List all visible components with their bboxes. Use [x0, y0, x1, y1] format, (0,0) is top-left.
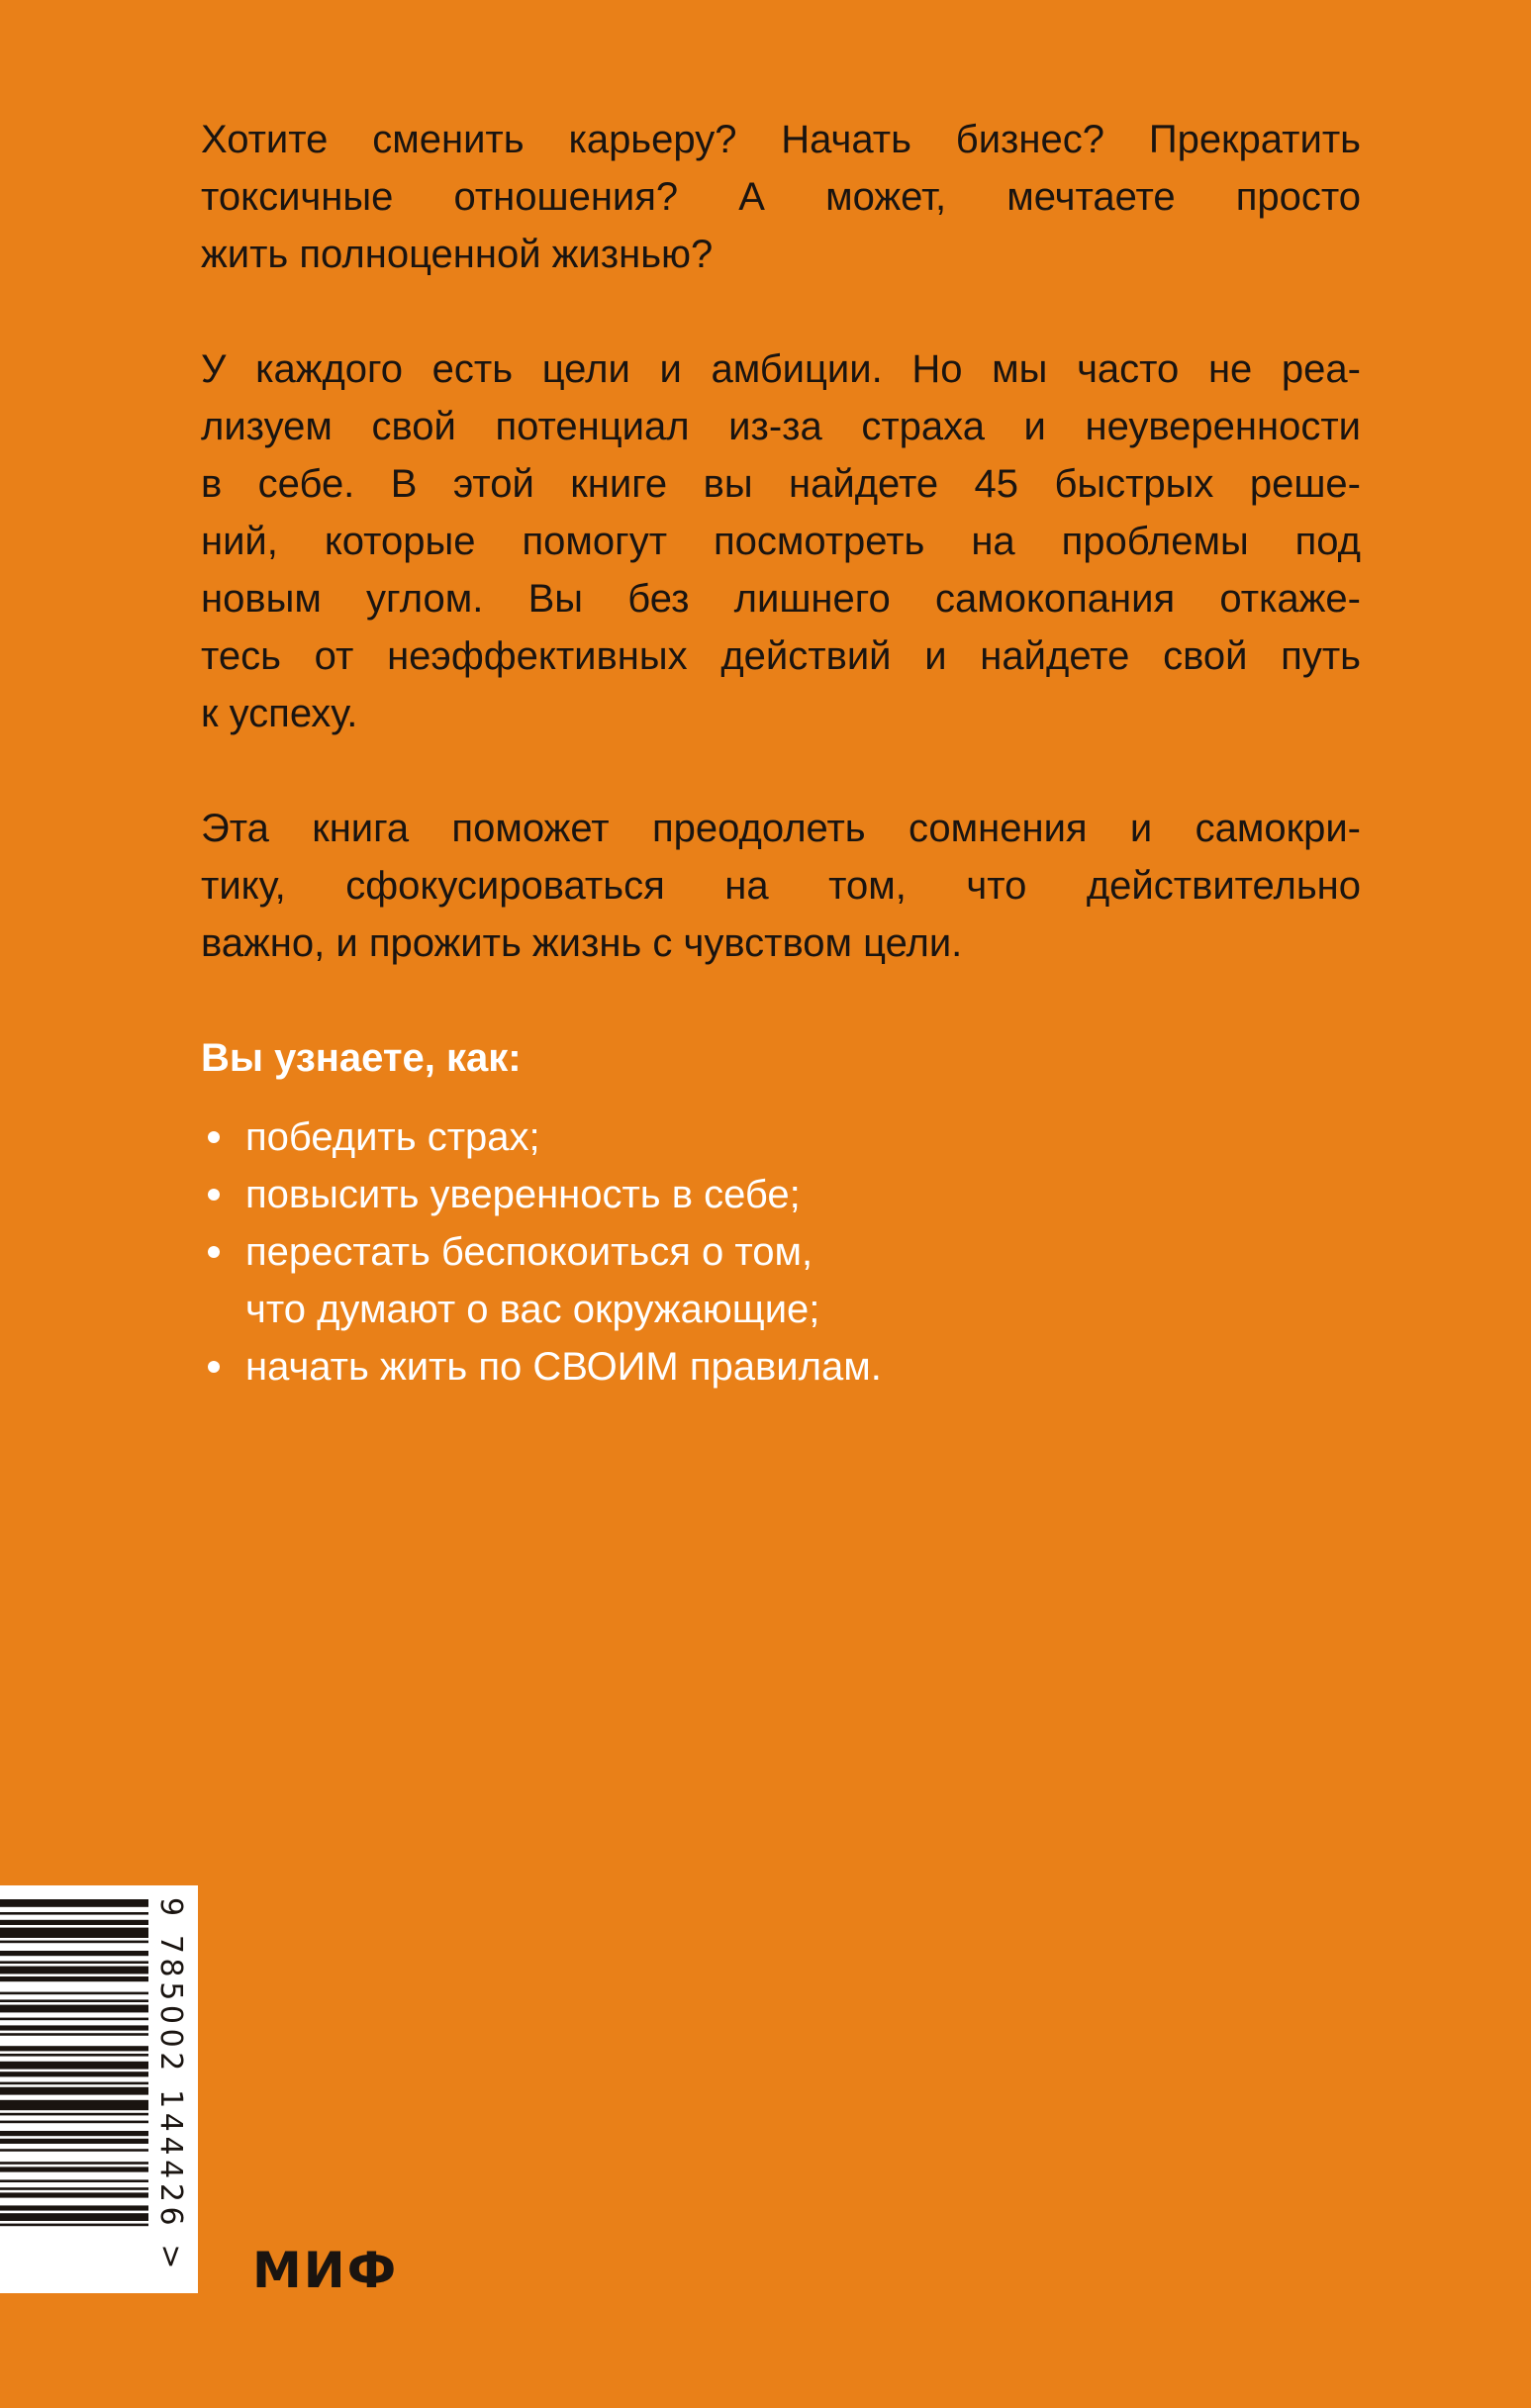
barcode-bar [0, 2046, 148, 2051]
bullet-icon [208, 1131, 220, 1143]
barcode-bar [0, 2071, 148, 2076]
text-line: жить полноценной жизнью? [201, 233, 714, 276]
barcode-bar [0, 1899, 148, 1907]
barcode-bar [0, 2179, 148, 2182]
barcode-bar [0, 2139, 148, 2144]
barcode-bar [0, 2113, 148, 2116]
text-line: лизуем свой потенциал из-за страха и неуверенности [201, 405, 1361, 448]
barcode-bar [0, 1928, 148, 1938]
list-item [201, 1223, 1361, 1338]
barcode-bar [0, 2025, 148, 2030]
barcode-bar [0, 2087, 148, 2095]
list-item [201, 1166, 1361, 1223]
learn-heading: Вы узнаете, как: [201, 1036, 522, 1080]
list-item [201, 1338, 1361, 1396]
barcode-bar [0, 2033, 148, 2036]
bullet-icon [208, 1361, 220, 1373]
list-item-text: повысить уверенность в себе; [245, 1173, 801, 1216]
text-line: Эта книга поможет преодолеть сомнения и самокри- [201, 807, 1361, 850]
barcode-bar [0, 2100, 148, 2110]
summary-paragraph [201, 800, 1361, 972]
list-item-text: перестать беспокоиться о том, [245, 1230, 813, 1274]
barcode-bar [0, 2005, 148, 2013]
bullet-icon [208, 1246, 220, 1258]
text-line: ний, которые помогут посмотреть на проблемы под [201, 520, 1361, 563]
list-item-text: что думают о вас окружающие; [245, 1288, 820, 1331]
publisher-logo: МИФ [252, 2242, 399, 2299]
isbn-barcode [0, 1885, 198, 2293]
barcode-bar [0, 1920, 148, 1925]
barcode-bar [0, 2121, 148, 2124]
description-block [201, 111, 1361, 1396]
learn-list [201, 1108, 1361, 1396]
barcode-digits [153, 1897, 188, 2281]
list-item-text: победить страх; [245, 1115, 540, 1159]
barcode-bar [0, 1967, 148, 1975]
list-item [201, 1108, 1361, 1166]
barcode-number: 9 785002 144426 > [153, 1897, 188, 2274]
text-line: токсичные отношения? А может, мечтаете просто [201, 175, 1361, 219]
list-item-text: начать жить по СВОИМ правилам. [245, 1345, 882, 1389]
barcode-bar [0, 1912, 148, 1915]
barcode-bar [0, 2205, 148, 2210]
text-line: в себе. В этой книге вы найдете 45 быстрых реше- [201, 462, 1361, 506]
barcode-bar [0, 1992, 148, 1995]
barcode-bar [0, 1976, 148, 1981]
barcode-bar [0, 1999, 148, 2002]
text-line: новым углом. Вы без лишнего самокопания откаже- [201, 577, 1361, 621]
text-line: тику, сфокусироваться на том, что действительно [201, 864, 1361, 908]
text-line: к успеху. [201, 692, 358, 735]
bullet-icon [208, 1189, 220, 1201]
barcode-bar [0, 2192, 148, 2197]
text-line: Хотите сменить карьеру? Начать бизнес? Прекратить [201, 118, 1361, 161]
barcode-bar [0, 2082, 148, 2085]
text-line: У каждого есть цели и амбиции. Но мы часто не реа- [201, 347, 1361, 391]
barcode-bar [0, 2213, 148, 2221]
barcode-bar [0, 2162, 148, 2165]
barcode-bar [0, 2224, 148, 2227]
barcode-bar [0, 2018, 148, 2021]
barcode-bar [0, 2062, 148, 2070]
barcode-bar [0, 1941, 148, 1944]
text-line: важно, и прожить жизнь с чувством цели. [201, 921, 963, 965]
barcode-bars [0, 1885, 158, 2293]
barcode-bar [0, 2054, 148, 2057]
main-paragraph [201, 340, 1361, 742]
barcode-bar [0, 1961, 148, 1964]
barcode-bar [0, 2167, 148, 2171]
text-line: тесь от неэффективных действий и найдете свой путь [201, 634, 1361, 678]
barcode-bar [0, 1951, 148, 1956]
intro-paragraph [201, 111, 1361, 283]
barcode-bar [0, 2149, 148, 2152]
barcode-bar [0, 2131, 148, 2136]
barcode-bar [0, 2187, 148, 2190]
